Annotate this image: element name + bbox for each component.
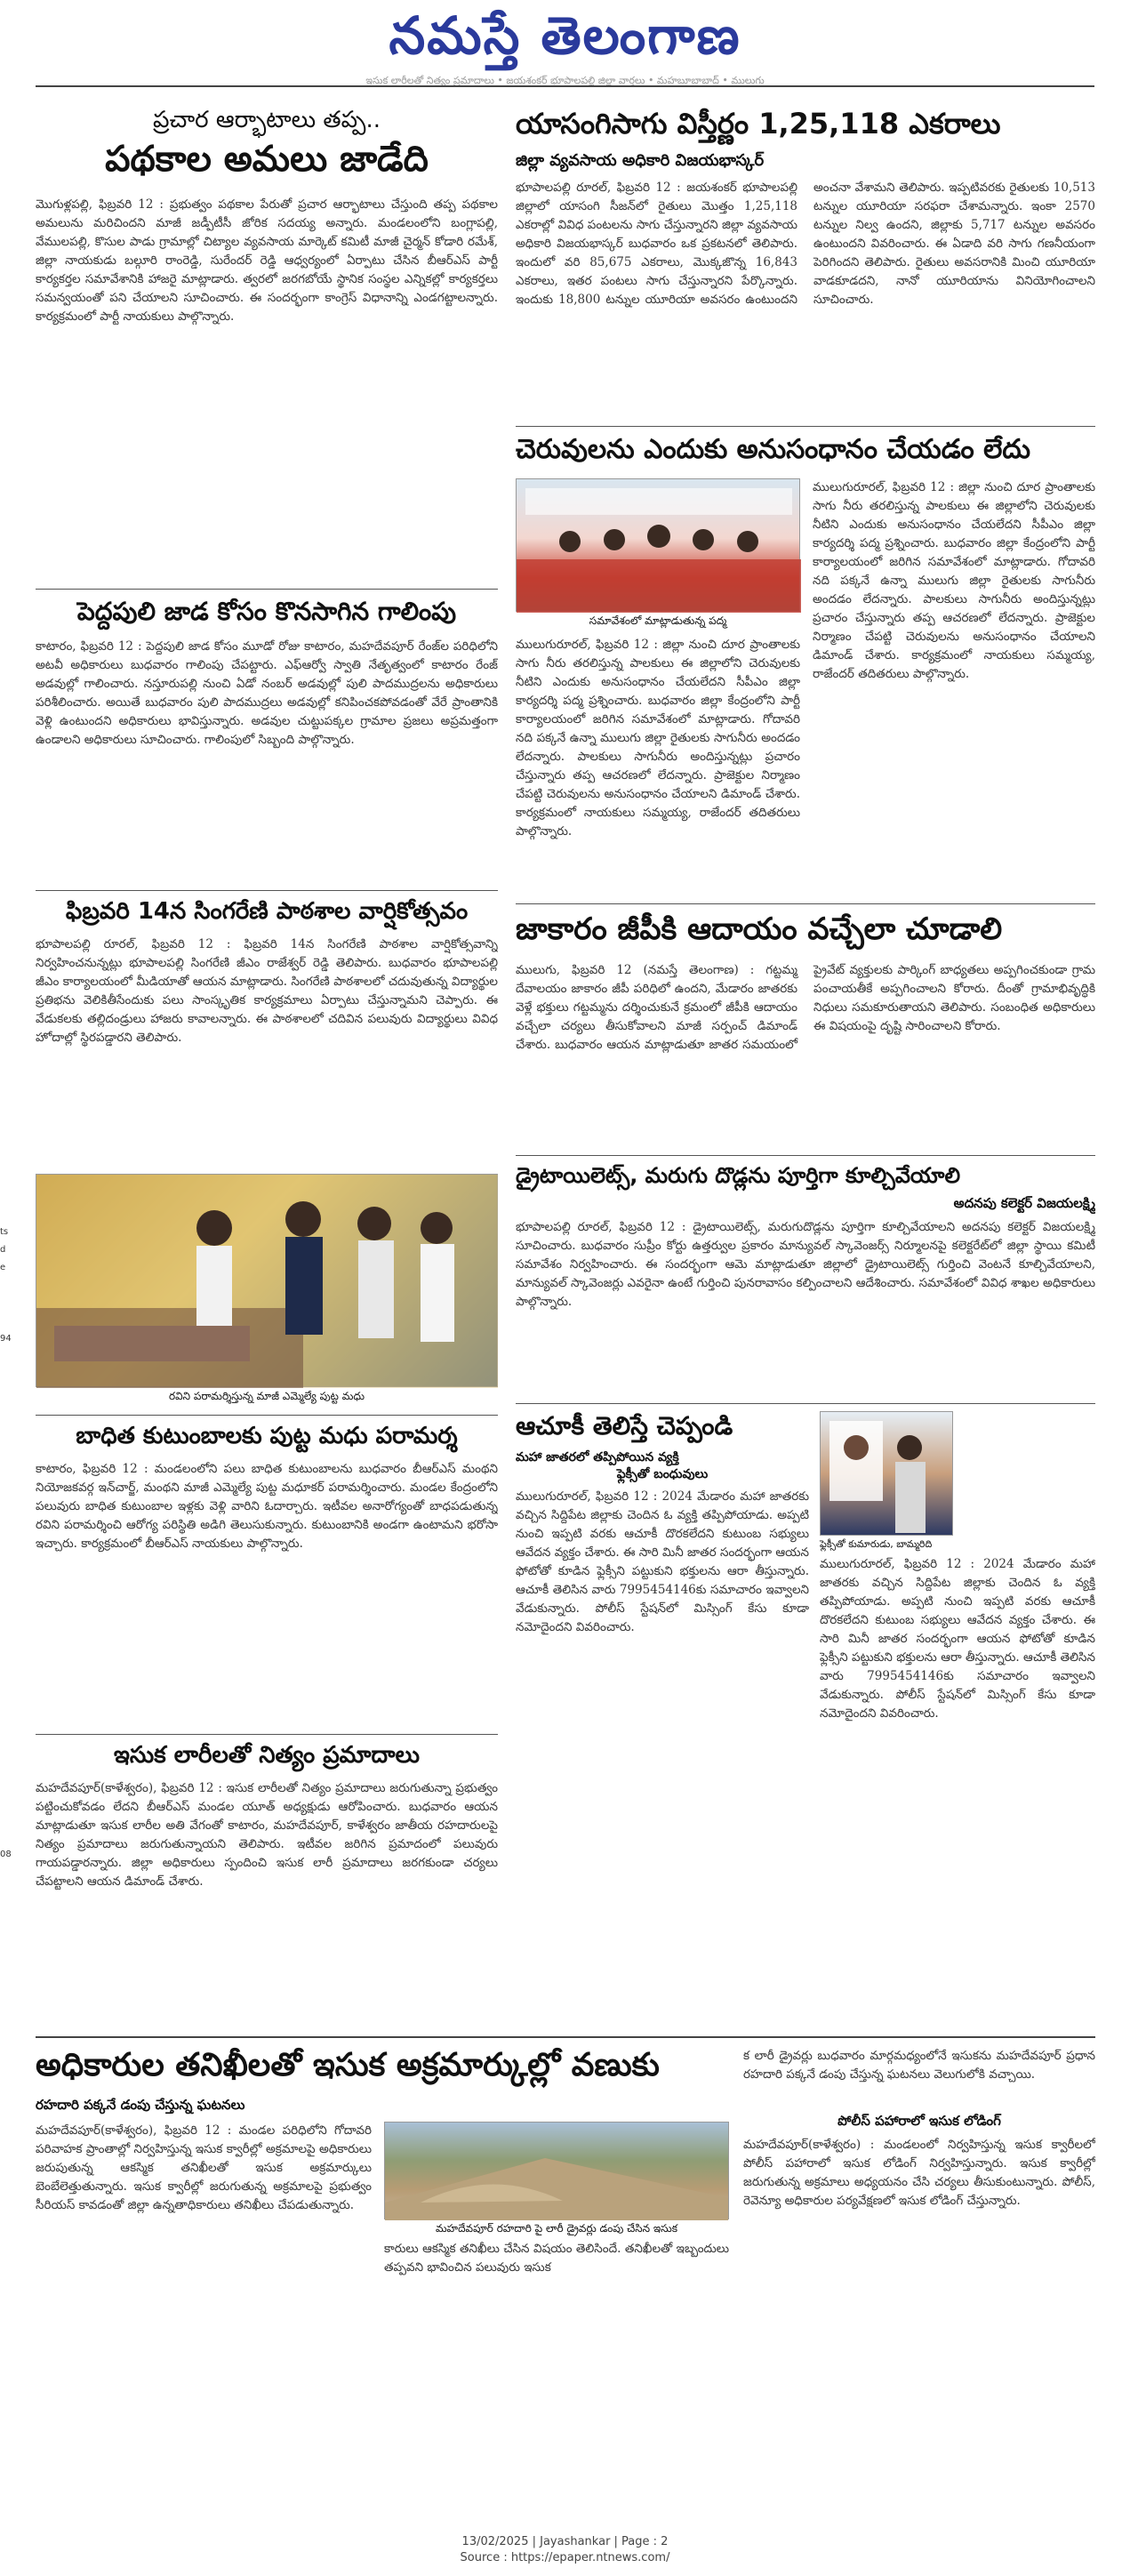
- story5-body-right-b: ములుగురూరల్, ఫిబ్రవరి 12 : 2024 మేడారం మహా జాతరకు వచ్చిన సిద్దిపేట జిల్లాకు చెందిన ఓ వ్యక్తి తప్పిపోయాడు. అప్పటి నుంచి ఇప్పటి వరకు ఆచూకీ దొరకలేదని కుటుంబ సభ్యులు ఆవేదన వ్యక్తం చేశారు. ఈ సారి మినీ జాతర సందర్భంగా ఆయన ఫోటోతో కూడిన ఫ్లెక్సీని పట్టుకుని భక్తులను ఆరా తీస్తున్నారు. ఆచూకీ తెలిసిన వారు 7995454146కు సమాచారం ఇవ్వాలని వేడుకున్నారు. పోలీస్ స్టేషన్‌లో మిస్సింగ్ కేసు కూడా నమోదైందని వివరించారు.: [820, 1557, 1095, 1721]
- story1-kicker: ప్రచార ఆర్భాటాలు తప్ప..: [152, 107, 381, 133]
- story5-body-right-a: ములుగురూరల్, ఫిబ్రవరి 12 : 2024 మేడారం మహా జాతరకు వచ్చిన సిద్దిపేట జిల్లాకు చెందిన ఓ వ్యక్తి తప్పిపోయాడు. అప్పటి నుంచి ఇప్పటి వరకు ఆచూకీ దొరకలేదని కుటుంబ సభ్యులు ఆవేదన వ్యక్తం చేశారు. ఈ సారి మినీ జాతర సందర్భంగా ఆయన ఫోటోతో కూడిన ఫ్లెక్సీని పట్టుకుని భక్తులను ఆరా తీస్తున్నారు. ఆచూకీ తెలిసిన వారు 7995454146కు సమాచారం ఇవ్వాలని వేడుకున్నారు. పోలీస్ స్టేషన్‌లో మిస్సింగ్ కేసు కూడా నమోదైందని వివరించారు.: [516, 1489, 809, 1634]
- bottom-body-mid: కారులు ఆకస్మిక తనిఖీలు చేసిన విషయం తెలిసిందే. తనిఖీలతో ఇబ్బందులు తప్పవని భావించిన పలువురు ఇసుక: [384, 2242, 729, 2275]
- story4-headline-right: డ్రైటాయిలెట్స్, మరుగు దొడ్లను పూర్తిగా కూల్చివేయాలి: [516, 1163, 961, 1188]
- divider: [36, 1734, 498, 1735]
- footer-source-link[interactable]: Source : https://epaper.ntnews.com/: [460, 2551, 670, 2564]
- bottom-headline: అధికారుల తనిఖీలతో ఇసుక అక్రమార్కుల్లో వణుకు: [36, 2047, 660, 2083]
- story3-body: భూపాలపల్లి రూరల్, ఫిబ్రవరి 12 : ఫిబ్రవరి 14న సింగరేణి పాఠశాల వార్షికోత్సవాన్ని నిర్వహించనున్నట్లు భూపాలపల్లి సింగరేణి జీఎం రాజేశ్వర్ రెడ్డి తెలిపారు. బుధవారం భూపాలపల్లి జీఎం కార్యాలయంలో మీడియాతో ఆయన మాట్లాడారు. సింగరేణి పాఠశాలలో చదువుతున్న విద్యార్థుల ప్రతిభను వెలికితీసేందుకు పలు సాంస్కృతిక కార్యక్రమాలు ఏర్పాటు చేస్తున్నామని చెప్పారు. ఈ వేడుకలకు తల్లిదండ్రులు హాజరు కావాలన్నారు. ఈ పాఠశాలలో చదివిన పలువురు విద్యార్థులు వివిధ హోదాల్లో స్థిరపడ్డారని తెలిపారు.: [36, 937, 498, 1045]
- gutter-mark: d: [0, 1245, 6, 1255]
- bottom-body-right: క లారీ డ్రైవర్లు బుధవారం మార్గమధ్యంలోనే ఇసుకను మహదేవపూర్ ప్రధాన రహదారి పక్కనే డంపు చేస్తున్న ఘటనలు వెలుగులోకి వచ్చాయి.: [743, 2049, 1095, 2082]
- story3-headline: ఫిబ్రవరి 14న సింగరేణి పాఠశాల వార్షికోత్సవం: [65, 898, 469, 925]
- bottom-story: [36, 2036, 1095, 2516]
- story4-body-right: భూపాలపల్లి రూరల్, ఫిబ్రవరి 12 : డ్రైటాయిలెట్స్, మరుగుదొడ్లను పూర్తిగా కూల్చివేయాలని అదనపు కలెక్టర్ విజయలక్ష్మి సూచించారు. బుధవారం సుప్రీం కోర్టు ఉత్తర్వుల ప్రకారం మాన్యువల్ స్కావెంజర్స్ నిర్మూలనపై కలెక్టరేట్‌లో జిల్లా స్థాయి కమిటీ సమావేశం నిర్వహించారు. ఈ సందర్భంగా ఆమె మాట్లాడుతూ జిల్లాలో డ్రైటాయిలెట్స్ గుర్తించి వెంటనే కూల్చివేయాలని, మాన్యువల్ స్కావెంజర్లు ఎవరైనా ఉంటే గుర్తించి పునరావాసం కల్పించాలని ఆదేశించారు. సమావేశంలో వివిధ శాఖల అధికారులు పాల్గొన్నారు.: [516, 1220, 1095, 1309]
- newspaper-logo: నమస్తే తెలంగాణ: [389, 5, 741, 66]
- story4-headline: బాధిత కుటుంబాలకు పుట్ట మధు పరామర్శ: [76, 1423, 458, 1449]
- story1-sub: జిల్లా వ్యవసాయ అధికారి విజయభాస్కర్: [516, 151, 765, 170]
- photo-caption: మహదేవపూర్ రహదారి పై లారీ డ్రైవర్లు డంపు చేసిన ఇసుక: [435, 2222, 678, 2235]
- left-gutter: [0, 1227, 12, 2027]
- left-column: [36, 107, 498, 2036]
- news-photo-sand: [384, 2122, 729, 2219]
- page-footer: [0, 2534, 1130, 2566]
- divider: [36, 1415, 498, 1416]
- photo-caption: రవిని పరామర్శిస్తున్న మాజీ ఎమ్మెల్యే పుట్ట మధు: [168, 1390, 365, 1402]
- story4-sub: అదనపు కలెక్టర్ విజయలక్ష్మి: [953, 1195, 1095, 1211]
- photo-caption: సమావేశంలో మాట్లాడుతున్న పద్మ: [589, 614, 727, 627]
- story3-headline-right: జాకారం జీపీకి ఆదాయం వచ్చేలా చూడాలి: [516, 911, 1003, 947]
- divider: [516, 1403, 1095, 1404]
- gutter-mark: e: [0, 1263, 6, 1272]
- right-column: [516, 107, 1095, 2036]
- masthead: [0, 0, 1130, 89]
- photo-caption: ఫ్లెక్సీతో కుమారుడు, బామ్మరిది: [820, 1538, 933, 1550]
- story5-sub1: మహా జాతరలో తప్పిపోయిన వ్యక్తి: [516, 1450, 679, 1465]
- bottom-body-left: మహదేవపూర్(కాళేశ్వరం), ఫిబ్రవరి 12 : మండల పరిధిలోని గోదావరి పరివాహక ప్రాంతాల్లో నిర్వహిస్తున్న ఇసుక క్వారీల్లో అక్రమాలపై అధికారులు జరుపుతున్న ఆకస్మిక తనిఖీలతో ఇసుక అక్రమార్కులు బెంబేలెత్తుతున్నారు. ఇసుక క్వారీల్లో జరుగుతున్న అక్రమాలపై ప్రభుత్వం సీరియస్ కావడంతో జిల్లా ఉన్నతాధికారులు తనిఖీలు చేపడుతున్నారు.: [36, 2123, 372, 2212]
- story5-sub2: ఫ్లెక్సీతో బంధువులు: [616, 1467, 709, 1481]
- story5-headline-right: ఆచూకీ తెలిస్తే చెప్పండి: [516, 1411, 733, 1440]
- gutter-mark: 94: [0, 1334, 12, 1344]
- story1-body-right: భూపాలపల్లి రూరల్, ఫిబ్రవరి 12 : జయశంకర్ భూపాలపల్లి జిల్లాలో యాసంగి సీజన్‌లో రైతులు మొత్తం 1,25,118 ఎకరాల్లో వివిధ పంటలను సాగు చేస్తున్నారని జిల్లా వ్యవసాయ అధికారి విజయభాస్కర్ బుధవారం ఒక ప్రకటనలో తెలిపారు. ఇందులో వరి 85,675 ఎకరాలు, మొక్కజొన్న 16,843 ఎకరాలు, ఇతర పంటలు సాగు చేస్తున్నారని పేర్కొన్నారు. ఇందుకు 18,800 టన్నుల యూరియా అవసరం ఉంటుందని అంచనా వేశామని తెలిపారు. ఇప్పటివరకు రైతులకు 10,513 టన్నుల యూరియా సరఫరా చేశామన్నారు. ఇంకా 2570 టన్నుల నిల్వ ఉందని, జిల్లాకు 5,717 టన్నుల అవసరం ఉంటుందని వివరించారు. ఈ ఏడాది వరి సాగు గణనీయంగా పెరిగిందని తెలిపారు. రైతులు అవసరానికి మించి యూరియా వాడకూడదని, నానో యూరియాను వినియోగించాలని సూచించారు.: [516, 181, 1095, 307]
- footer-date-page: 13/02/2025 | Jayashankar | Page : 2: [461, 2535, 669, 2548]
- divider: [516, 426, 1095, 427]
- story4-body: కాటారం, ఫిబ్రవరి 12 : మండలంలోని పలు బాధిత కుటుంబాలను బుధవారం బీఆర్ఎస్ మంథని నియోజకవర్గ ఇన్‌చార్జ్, మంథని మాజీ ఎమ్మెల్యే పుట్ట మధూకర్ పరామర్శించారు. మండల కేంద్రంలోని పలువురు బాధిత కుటుంబాల ఇళ్లకు వెళ్లి వారిని ఓదార్చారు. ఇటీవల అనారోగ్యంతో బాధపడుతున్న రవిని పరామర్శించి ఆరోగ్య పరిస్థితి అడిగి తెలుసుకున్నారు. కుటుంబానికి అండగా ఉంటామని భరోసా ఇచ్చారు. కార్యక్రమంలో బీఆర్ఎస్ నాయకులు పాల్గొన్నారు.: [36, 1462, 498, 1551]
- story2-headline: పెద్దపులి జాడ కోసం కొనసాగిన గాలింపు: [76, 597, 457, 626]
- news-photo-meeting: [516, 478, 800, 612]
- story3-body-right: ములుగు, ఫిబ్రవరి 12 (నమస్తే తెలంగాణ) : గట్టమ్మ దేవాలయం జాకారం జీపీ పరిధిలో ఉందని, మేడారం జాతరకు వెళ్లే భక్తులు గట్టమ్మను దర్శించుకునే క్రమంలో జీపీకి ఆదాయం వచ్చేలా చర్యలు తీసుకోవాలని మాజీ సర్పంచ్ డిమాండ్ చేశారు. బుధవారం ఆయన మాట్లాడుతూ జాతర సమయంలో ప్రైవేట్ వ్యక్తులకు పార్కింగ్ బాధ్యతలు అప్పగించకుండా గ్రామ పంచాయతీకే అప్పగించాలని కోరారు. దీంతో గ్రామాభివృద్ధికి నిధులు సమకూరుతాయని తెలిపారు. సంబంధిత అధికారులు ఈ విషయంపై దృష్టి సారించాలని కోరారు.: [516, 963, 1095, 1052]
- story1-headline: పథకాల అమలు జాడేది: [105, 139, 429, 180]
- story2-headline-right: చెరువులను ఎందుకు అనుసంధానం చేయడం లేదు: [516, 434, 1030, 465]
- people-photo-icon: [36, 1175, 498, 1388]
- top-strip: ఇసుక లారీలతో నిత్యం ప్రమాదాలు • జయశంకర్ భూపాలపల్లి జిల్లా వార్తలు • మహబూబాబాద్ • ములుగు: [36, 75, 1094, 87]
- story2-body-right-b: ములుగురూరల్, ఫిబ్రవరి 12 : జిల్లా నుంచి దూర ప్రాంతాలకు సాగు నీరు తరలిస్తున్న పాలకులు ఈ జిల్లాలోని చెరువులకు నీటిని ఎందుకు అనుసంధానం చేయలేదని సీపీఎం జిల్లా కార్యదర్శి పద్మ ప్రశ్నించారు. బుధవారం జిల్లా కేంద్రంలోని పార్టీ కార్యాలయంలో జరిగిన సమావేశంలో మాట్లాడారు. గోదావరి నది పక్కనే ఉన్నా ములుగు జిల్లా రైతులకు సాగునీరు అందడం లేదన్నారు. పాలకులు సాగునీరు అందిస్తున్నట్లు ప్రచారం చేస్తున్నారు తప్ప ఆచరణలో లేదన్నారు. ప్రాజెక్టుల నిర్మాణం చేపట్టి చెరువులను అనుసంధానం చేయాలని డిమాండ్ చేశారు. కార్యక్రమంలో నాయకులు సమ్మయ్య, రాజేందర్ తదితరులు పాల్గొన్నారు.: [813, 480, 1095, 681]
- story5-headline: ఇసుక లారీలతో నిత్యం ప్రమాదాలు: [113, 1742, 421, 1769]
- divider: [516, 903, 1095, 904]
- divider: [516, 1155, 1095, 1156]
- flexi-photo-icon: [821, 1412, 954, 1537]
- news-photo-visit: [36, 1174, 498, 1387]
- bottom-sub-right: పోలీస్ పహారాలో ఇసుక లోడింగ్: [837, 2113, 1001, 2129]
- story2-body: కాటారం, ఫిబ్రవరి 12 : పెద్దపులి జాడ కోసం మూడో రోజు కాటారం, మహదేవపూర్ రేంజ్‌ల పరిధిలోని అటవీ అధికారులు బుధవారం గాలింపు చేపట్టారు. ఎఫ్‌ఆర్వో స్వాతి నేతృత్వంలో కాటారం రేంజ్ అడవుల్లో గాలించారు. నస్తూరుపల్లి నుంచి ఏడో నంబర్ అడవుల్లో పులి పాదముద్రలను అధికారులు పరిశీలించారు. అయితే బుధవారం పులి పాదముద్రలు అడవుల్లో కనిపించకపోవడంతో వేరే ప్రాంతానికి వెళ్లి ఉంటుందని అధికారులు భావిస్తున్నారు. అడవుల చుట్టుపక్కల గ్రామాల ప్రజలు అప్రమత్తంగా ఉండాలని అధికారులు సూచించారు. గాలింపులో సిబ్బంది పాల్గొన్నారు.: [36, 639, 498, 747]
- bottom-body-right2: మహదేవపూర్(కాళేశ్వరం) : మండలంలో నిర్వహిస్తున్న ఇసుక క్వారీలలో పోలీస్ పహారాలో ఇసుక లోడింగ్ నిర్వహిస్తున్నారు. ఇసుక క్వారీల్లో జరుగుతున్న అక్రమాలు అధ్యయనం చేసి చర్యలు తీసుకుంటున్నారు. పోలీస్, రెవెన్యూ అధికారుల పర్యవేక్షణలో ఇసుక లోడింగ్ చేస్తున్నారు.: [743, 2138, 1095, 2208]
- story1-body: మొగుళ్లపల్లి, ఫిబ్రవరి 12 : ప్రభుత్వం పథకాల పేరుతో ప్రచార ఆర్భాటాలు చేస్తుంది తప్ప పథకాల అమలును మరిచిందని మాజీ జడ్పీటీసీ జోరిక సదయ్య అన్నారు. మండలంలోని బంగ్లాపల్లి, వేములపల్లి, కొసుల పాడు గ్రామాల్లో చిట్యాల వ్యవసాయ మార్కెట్ కమిటీ మాజీ చైర్మన్ కోడారి రమేశ్, జిల్లా నాయకుడు బల్గూరి రాంరెడ్డి, సురేందర్ రెడ్డి ఆధ్వర్యంలో ఏర్పాటు చేసిన బీఆర్ఎస్ పార్టీ కార్యకర్తల సమావేశానికి హాజరై మాట్లాడారు. త్వరలో జరగబోయే స్థానిక సంస్థల ఎన్నికల్లో కార్యకర్తలు సమన్వయంతో పని చేయాలని సూచించారు. ఈ సందర్భంగా కాంగ్రెస్ విధానాన్ని ఎండగట్టాలన్నారు. కార్యక్రమంలో పార్టీ నాయకులు పాల్గొన్నారు.: [36, 197, 498, 324]
- story2-body-right-a: ములుగురూరల్, ఫిబ్రవరి 12 : జిల్లా నుంచి దూర ప్రాంతాలకు సాగు నీరు తరలిస్తున్న పాలకులు ఈ జిల్లాలోని చెరువులకు నీటిని ఎందుకు అనుసంధానం చేయలేదని సీపీఎం జిల్లా కార్యదర్శి పద్మ ప్రశ్నించారు. బుధవారం జిల్లా కేంద్రంలోని పార్టీ కార్యాలయంలో జరిగిన సమావేశంలో మాట్లాడారు. గోదావరి నది పక్కనే ఉన్నా ములుగు జిల్లా రైతులకు సాగునీరు అందడం లేదన్నారు. పాలకులు సాగునీరు అందిస్తున్నట్లు ప్రచారం చేస్తున్నారు తప్ప ఆచరణలో లేదన్నారు. ప్రాజెక్టుల నిర్మాణం చేపట్టి చెరువులను అనుసంధానం చేయాలని డిమాండ్ చేశారు. కార్యక్రమంలో నాయకులు సమ్మయ్య, రాజేందర్ తదితరులు పాల్గొన్నారు.: [516, 638, 800, 839]
- gutter-mark: 08: [0, 1850, 12, 1859]
- story5-body: మహదేవపూర్(కాళేశ్వరం), ఫిబ్రవరి 12 : ఇసుక లారీలతో నిత్యం ప్రమాదాలు జరుగుతున్నా ప్రభుత్వం పట్టించుకోవడం లేదని బీఆర్ఎస్ మండల యూత్ అధ్యక్షుడు ఆరోపించారు. బుధవారం ఆయన మాట్లాడుతూ ఇసుక లారీల అతి వేగంతో కాటారం, మహదేవపూర్, కాళేశ్వరం జాతీయ రహదారులపై నిత్యం ప్రమాదాలు జరుగుతున్నాయని తెలిపారు. ఇటీవల జరిగిన ప్రమాదంలో పలువురు గాయపడ్డారన్నారు. జిల్లా అధికారులు స్పందించి ఇసుక లారీ ప్రమాదాలు జరగకుండా చర్యలు చేపట్టాలని ఆయన డిమాండ్ చేశారు.: [36, 1781, 498, 1889]
- gutter-mark: ts: [0, 1227, 9, 1237]
- story1-headline-right: యాసంగిసాగు విస్తీర్ణం 1,25,118 ఎకరాలు: [516, 107, 1001, 140]
- bottom-sub: రహదారి పక్కనే డంపు చేస్తున్న ఘటనలు: [36, 2097, 245, 2113]
- news-photo-flexi: [820, 1411, 953, 1536]
- sand-dump-photo-icon: [385, 2123, 728, 2220]
- divider: [36, 890, 498, 891]
- meeting-photo-icon: [517, 479, 801, 613]
- divider: [36, 589, 498, 590]
